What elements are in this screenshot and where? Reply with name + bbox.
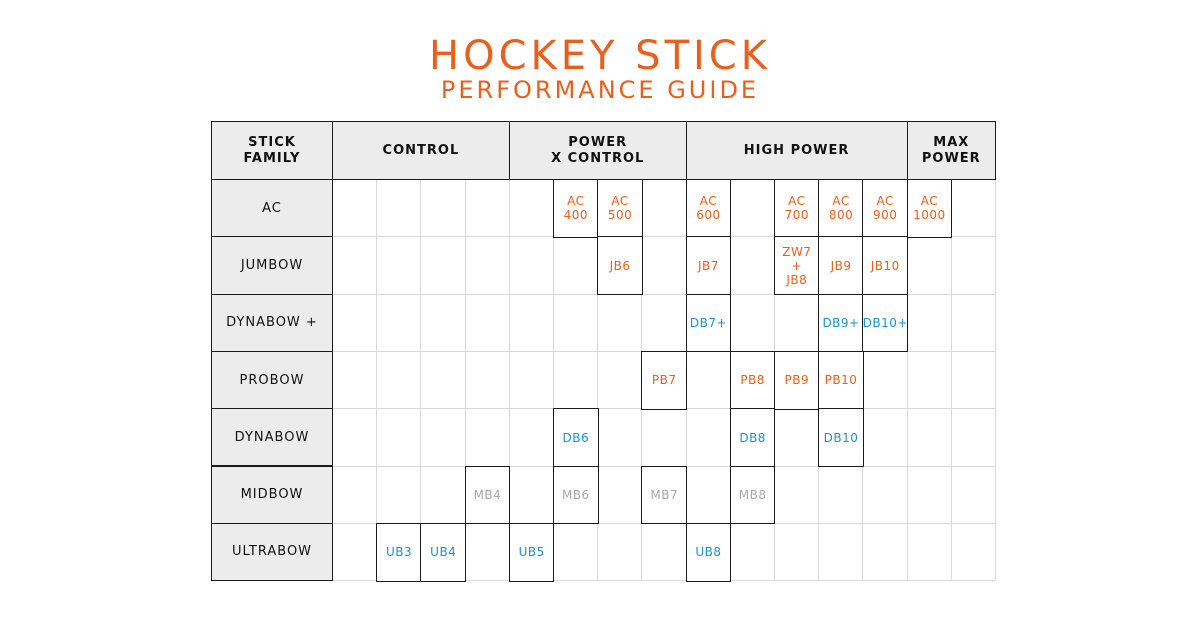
grid-line-vertical <box>951 179 952 580</box>
stick-model-cell[interactable]: AC 800 <box>818 179 864 238</box>
stick-model-cell[interactable]: AC 500 <box>597 179 643 238</box>
stick-model-cell[interactable]: AC 700 <box>774 179 820 238</box>
stick-model-cell[interactable]: UB3 <box>376 523 422 582</box>
power-group-header: CONTROL <box>332 121 510 180</box>
stick-model-cell[interactable]: MB7 <box>641 466 687 525</box>
page-title: HOCKEY STICK <box>429 33 771 79</box>
stick-model-cell[interactable]: PB10 <box>818 351 864 410</box>
stick-model-cell[interactable]: JB6 <box>597 236 643 295</box>
stick-model-cell[interactable]: MB6 <box>553 466 599 525</box>
stick-model-cell[interactable]: UB4 <box>420 523 466 582</box>
stick-model-cell[interactable]: AC 900 <box>862 179 908 238</box>
stick-model-cell[interactable]: DB9+ <box>818 294 864 353</box>
stick-family-label: PROBOW <box>211 351 333 409</box>
stick-family-label: DYNABOW <box>211 408 333 466</box>
stick-family-label: JUMBOW <box>211 236 333 294</box>
stick-family-label: ULTRABOW <box>211 523 333 581</box>
stick-model-cell[interactable]: PB9 <box>774 351 820 410</box>
stick-model-cell[interactable]: PB8 <box>730 351 776 410</box>
power-group-header: MAX POWER <box>907 121 996 180</box>
stick-family-header: STICK FAMILY <box>211 121 333 180</box>
stick-model-cell[interactable]: DB8 <box>730 408 776 467</box>
grid-line-vertical <box>995 179 996 580</box>
stick-model-cell[interactable]: JB7 <box>686 236 732 295</box>
stick-model-cell[interactable]: DB10+ <box>862 294 908 353</box>
stick-model-cell[interactable]: UB8 <box>686 523 732 582</box>
stick-model-cell[interactable]: DB10 <box>818 408 864 467</box>
stick-model-cell[interactable]: MB4 <box>465 466 511 525</box>
power-group-header: POWER X CONTROL <box>509 121 687 180</box>
stick-model-cell[interactable]: DB6 <box>553 408 599 467</box>
stick-family-label: AC <box>211 179 333 237</box>
stick-model-cell[interactable]: MB8 <box>730 466 776 525</box>
stick-model-cell[interactable]: UB5 <box>509 523 555 582</box>
stick-model-cell[interactable]: AC 600 <box>686 179 732 238</box>
stick-model-cell[interactable]: PB7 <box>641 351 687 410</box>
page-subtitle: PERFORMANCE GUIDE <box>440 76 760 104</box>
stick-model-cell[interactable]: DB7+ <box>686 294 732 353</box>
stick-model-cell[interactable]: AC 1000 <box>907 179 953 238</box>
stick-model-cell[interactable]: AC 400 <box>553 179 599 238</box>
power-group-header: HIGH POWER <box>686 121 908 180</box>
grid-line-vertical <box>376 179 377 580</box>
grid-line-vertical <box>420 179 421 580</box>
stick-family-label: MIDBOW <box>211 466 333 524</box>
stick-model-cell[interactable]: JB9 <box>818 236 864 295</box>
stick-model-cell[interactable]: ZW7 + JB8 <box>774 236 820 295</box>
stick-model-cell[interactable]: JB10 <box>862 236 908 295</box>
stick-family-label: DYNABOW + <box>211 294 333 352</box>
